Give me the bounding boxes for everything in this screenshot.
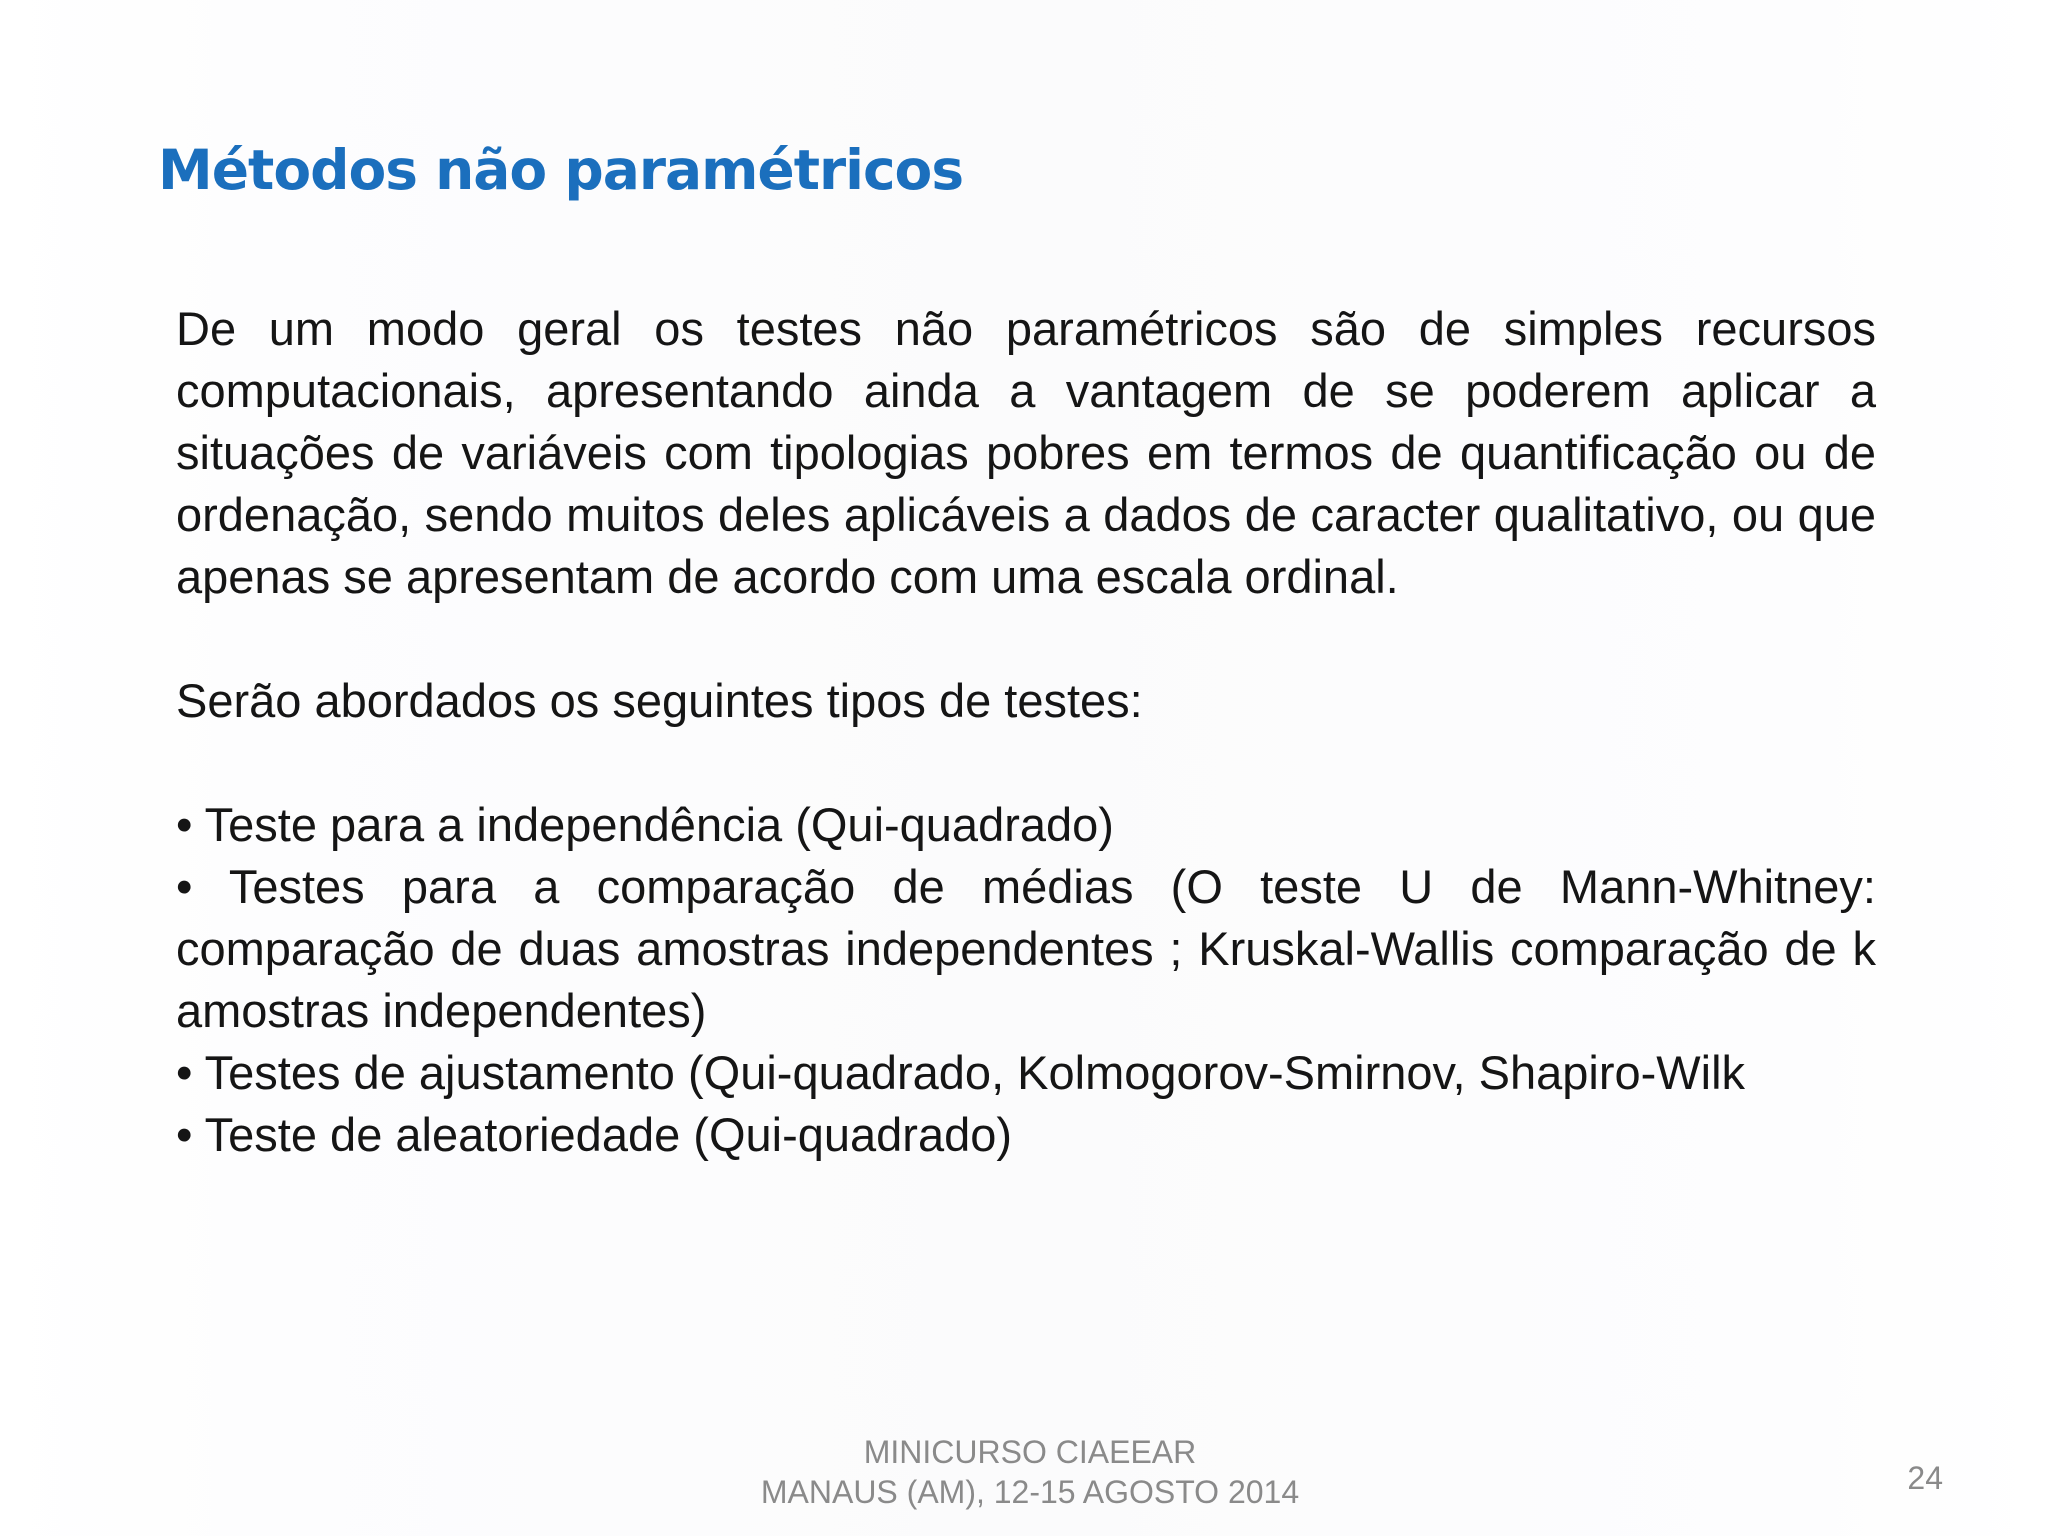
paragraph-spacer (176, 732, 1876, 794)
footer-location-date: MANAUS (AM), 12-15 AGOSTO 2014 (760, 1474, 1300, 1510)
list-item-mean-comparison: • Testes para a comparação de médias (O teste U de Mann-Whitney: comparação de duas amostras independentes ; Kruskal-Wallis comparação de k amostras independentes) (176, 860, 1876, 1037)
slide-title: Métodos não paramétricos (158, 138, 964, 202)
paragraph-spacer (176, 608, 1876, 670)
list-item-independence: • Teste para a independência (Qui-quadrado) (176, 798, 1114, 851)
slide-body (176, 298, 1876, 1166)
list-intro: Serão abordados os seguintes tipos de testes: (176, 674, 1143, 727)
footer-course: MINICURSO CIAEEAR (863, 1434, 1197, 1470)
page-number: 24 (1907, 1460, 1943, 1496)
intro-paragraph: De um modo geral os testes não paramétricos são de simples recursos computacionais, apresentando ainda a vantagem de se poderem aplicar a situações de variáveis com tipologias pobres em termos de quantificação ou de ordenação, sendo muitos deles aplicáveis a dados de caracter qualitativo, ou que apenas se apresentam de acordo com uma escala ordinal. (176, 302, 1876, 603)
list-item-goodness-of-fit: • Testes de ajustamento (Qui-quadrado, Kolmogorov-Smirnov, Shapiro-Wilk (176, 1046, 1746, 1099)
list-item-randomness: • Teste de aleatoriedade (Qui-quadrado) (176, 1108, 1013, 1161)
footer (700, 1432, 1360, 1512)
